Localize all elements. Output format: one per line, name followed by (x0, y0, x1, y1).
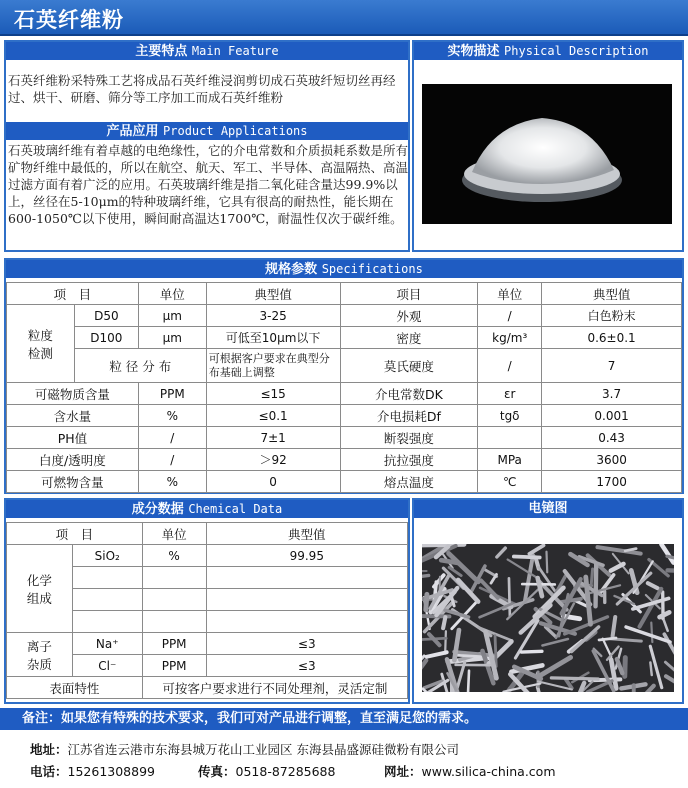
sem-fiber (468, 671, 469, 692)
impurity-label: 离子 杂质 (7, 633, 73, 677)
powder-photo (422, 84, 672, 224)
spec-value: 7±1 (206, 427, 340, 449)
fax-label: 传真： (198, 764, 236, 779)
main-feature-header-en: Main Feature (191, 44, 279, 58)
sem-header: 电镜图 (414, 500, 682, 518)
table-row (7, 405, 682, 427)
spec-value-right: 3600 (542, 449, 682, 471)
sem-fiber (591, 569, 593, 587)
spec-unit-right (478, 427, 542, 449)
phone-label: 电话： (30, 764, 68, 779)
chem-unit: % (142, 545, 206, 567)
spec-item: 含水量 (7, 405, 139, 427)
spec-unit: μm (138, 305, 206, 327)
specs-header (6, 260, 682, 278)
address-label: 地址： (30, 742, 68, 757)
col-typical-right: 典型值 (542, 283, 682, 305)
spec-item: PH值 (7, 427, 139, 449)
spec-value-right: 白色粉末 (542, 305, 682, 327)
spec-unit-right: kg/m³ (478, 327, 542, 349)
surface-label: 表面特性 (7, 677, 143, 699)
sem-fiber (625, 658, 626, 677)
web-label: 网址： (384, 764, 422, 779)
applications-header-en: Product Applications (163, 124, 308, 138)
spec-value: ≤0.1 (206, 405, 340, 427)
spec-item-right: 熔点温度 (340, 471, 478, 493)
col-item: 项 目 (7, 283, 139, 305)
sem-fiber (509, 578, 510, 616)
table-row (7, 449, 682, 471)
spec-item-right: 密度 (340, 327, 478, 349)
spec-item: 可磁物质含量 (7, 383, 139, 405)
table-row (7, 545, 408, 567)
physical-header-cn: 实物描述 (447, 44, 500, 59)
chem-item: Na⁺ (72, 633, 142, 655)
chem-col-item: 项 目 (7, 523, 143, 545)
web-link[interactable]: www.silica-china.com (421, 764, 556, 779)
table-row (7, 427, 682, 449)
spec-item-right: 断裂强度 (340, 427, 478, 449)
fax-group (198, 762, 335, 780)
table-row (7, 327, 682, 349)
specs-table (6, 282, 682, 493)
sem-fiber (650, 663, 651, 676)
sem-fiber (495, 636, 496, 667)
spec-value: ＞92 (206, 449, 340, 471)
spec-value: ≤15 (206, 383, 340, 405)
sem-fiber (546, 552, 547, 573)
chem-value: ≤3 (206, 633, 407, 655)
col-unit: 单位 (138, 283, 206, 305)
chemical-panel (4, 498, 410, 704)
sem-fiber (596, 564, 597, 607)
physical-panel (412, 40, 684, 252)
sem-fiber (613, 617, 616, 636)
spec-unit-right: MPa (478, 449, 542, 471)
chem-item: SiO₂ (72, 545, 142, 567)
spec-unit: % (138, 471, 206, 493)
title-bar (0, 0, 688, 36)
spec-unit: / (138, 449, 206, 471)
chem-col-unit: 单位 (142, 523, 206, 545)
spec-value: 3-25 (206, 305, 340, 327)
spec-item-right: 抗拉强度 (340, 449, 478, 471)
sem-fiber (422, 544, 464, 545)
spec-unit-right: / (478, 305, 542, 327)
chem-col-typical: 典型值 (206, 523, 407, 545)
spec-item: 白度/透明度 (7, 449, 139, 471)
feature-panel (4, 40, 410, 252)
col-item-right: 项目 (340, 283, 478, 305)
chem-unit: PPM (142, 633, 206, 655)
spec-unit: μm (138, 327, 206, 349)
col-typical: 典型值 (206, 283, 340, 305)
col-unit-right: 单位 (478, 283, 542, 305)
page-title: 石英纤维粉 (14, 8, 124, 32)
spec-item-right: 介电损耗Df (340, 405, 478, 427)
spec-unit-right: εr (478, 383, 542, 405)
chemical-header (6, 500, 408, 518)
specs-panel (4, 258, 684, 494)
web-group (384, 762, 556, 780)
spec-item: 粒 径 分 布 (74, 349, 206, 383)
sem-fiber (441, 560, 458, 563)
spec-item: D100 (74, 327, 138, 349)
table-row (7, 471, 682, 493)
sem-fiber (445, 631, 446, 653)
sem-micrograph (422, 544, 674, 692)
chemical-header-en: Chemical Data (188, 502, 283, 516)
sem-panel (412, 498, 684, 704)
applications-header (6, 122, 408, 140)
spec-unit: PPM (138, 383, 206, 405)
main-feature-header-cn: 主要特点 (135, 44, 188, 59)
spec-item-right: 介电常数DK (340, 383, 478, 405)
address-line (30, 740, 459, 758)
chem-item: Cl⁻ (72, 655, 142, 677)
sem-fiber (443, 617, 445, 628)
spec-value: 0 (206, 471, 340, 493)
spec-value-right: 0.001 (542, 405, 682, 427)
chem-unit: PPM (142, 655, 206, 677)
note-bar: 备注：如果您有特殊的技术要求，我们可对产品进行调整，直至满足您的需求。 (0, 708, 688, 730)
fax-text: 0518-87285688 (235, 764, 336, 779)
granularity-label: 粒度 检测 (7, 305, 75, 383)
sem-fiber (651, 623, 652, 642)
chem-head-row (7, 523, 408, 545)
spec-unit-right: ℃ (478, 471, 542, 493)
chemical-header-cn: 成分数据 (131, 502, 184, 517)
specs-head-row (7, 283, 682, 305)
address-text: 江苏省连云港市东海县城万花山工业园区 东海县晶盛源硅微粉有限公司 (67, 742, 459, 757)
physical-header (414, 42, 682, 60)
physical-header-en: Physical Description (504, 44, 649, 58)
table-row (7, 633, 408, 655)
chem-value: 99.95 (206, 545, 407, 567)
chem-value: ≤3 (206, 655, 407, 677)
spec-value-right: 0.6±0.1 (542, 327, 682, 349)
main-feature-text: 石英纤维粉采特殊工艺将成品石英纤维浸润剪切成石英玻纤短切丝再经过、烘干、研磨、筛分等工序加工而成石英纤维粉 (8, 73, 396, 105)
spec-value-right: 7 (542, 349, 682, 383)
table-row (7, 349, 682, 383)
sem-fiber (426, 594, 427, 609)
surface-value: 可按客户要求进行不同处理剂，灵活定制 (142, 677, 407, 699)
sem-fiber (514, 557, 540, 558)
spec-unit: / (138, 427, 206, 449)
contact-line (30, 762, 670, 780)
chemical-table (6, 522, 408, 699)
spec-item-right: 莫氏硬度 (340, 349, 478, 383)
sem-fiber (457, 655, 480, 656)
sem-fiber (521, 651, 541, 652)
spec-unit-right: / (478, 349, 542, 383)
spec-unit: % (138, 405, 206, 427)
table-row (7, 383, 682, 405)
composition-label: 化学 组成 (7, 545, 73, 633)
applications-text: 石英玻璃纤维有着卓越的电绝缘性，它的介电常数和介质损耗系数是所有矿物纤维中最低的，所以在航空、航天、军工、半导体、高温隔热、高温过滤方面有着广泛的应用。石英玻璃纤维是指二氧化硅含量达99.9%以上，丝径在5-10μm的特种玻璃纤维，它具有很高的耐热性，能长期在600-1050℃以下使用，瞬间耐高温达1700℃，耐温性仅次于碳纤维。 (8, 143, 409, 226)
phone-text: 15261308899 (67, 764, 155, 779)
specs-header-cn: 规格参数 (265, 262, 318, 277)
spec-value-right: 0.43 (542, 427, 682, 449)
spec-item-right: 外观 (340, 305, 478, 327)
main-feature-header (6, 42, 408, 60)
spec-value-right: 1700 (542, 471, 682, 493)
spec-item: D50 (74, 305, 138, 327)
sem-fiber (668, 570, 674, 571)
spec-value-right: 3.7 (542, 383, 682, 405)
spec-value: 可低至10μm以下 (206, 327, 340, 349)
specs-header-en: Specifications (321, 262, 423, 276)
applications-header-cn: 产品应用 (106, 124, 159, 139)
table-row (7, 677, 408, 699)
table-row (7, 305, 682, 327)
sem-fiber (551, 678, 598, 679)
spec-value: 可根据客户要求在典型分布基础上调整 (206, 349, 340, 383)
spec-item: 可燃物含量 (7, 471, 139, 493)
spec-unit-right: tgδ (478, 405, 542, 427)
